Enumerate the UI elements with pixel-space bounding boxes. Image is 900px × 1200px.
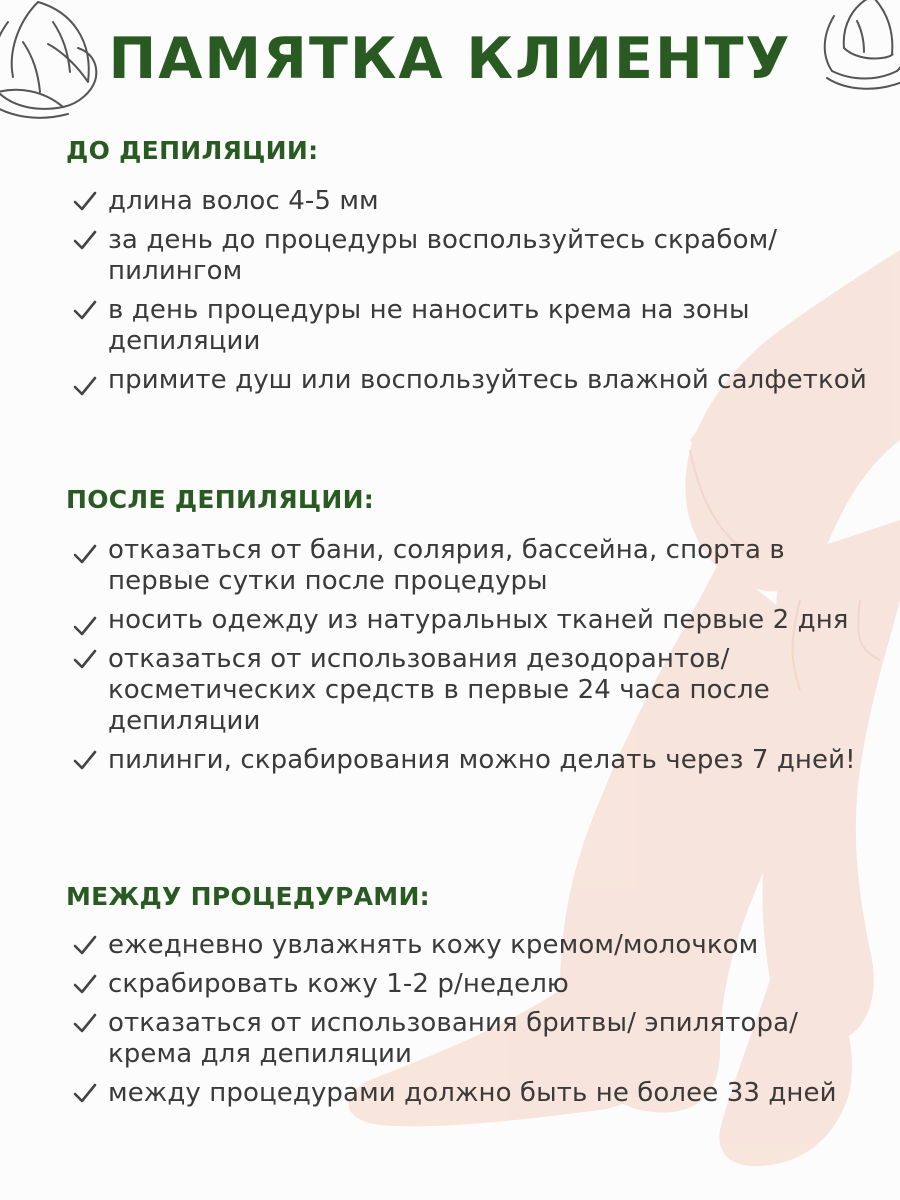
list-item-text: отказаться от бани, солярия, бассейна, спорта в первые сутки после процедуры xyxy=(108,535,785,596)
list-item xyxy=(66,1078,886,1109)
checkmark-icon xyxy=(72,229,98,251)
checkmark-icon xyxy=(72,375,98,397)
checkmark-icon xyxy=(72,615,98,637)
list-item-text: пилинги, скрабирования можно делать через 7 дней! xyxy=(108,745,856,775)
list-item-text: ежедневно увлажнять кожу кремом/молочком xyxy=(108,930,759,960)
list-item-text: отказаться от использования бритвы/ эпилятора/ крема для депиляции xyxy=(108,1008,798,1069)
list-item-text: примите душ или воспользуйтесь влажной салфеткой xyxy=(108,365,867,395)
checkmark-icon xyxy=(72,749,98,771)
list-item-text: длина волос 4-5 мм xyxy=(108,186,379,216)
section-between-procedures xyxy=(66,880,886,1117)
list-item xyxy=(66,969,886,1000)
checklist xyxy=(66,930,886,1109)
list-item xyxy=(66,186,886,217)
list-item xyxy=(66,365,886,396)
checkmark-icon xyxy=(72,973,98,995)
section-heading: ПОСЛЕ ДЕПИЛЯЦИИ: xyxy=(66,485,375,514)
section-heading: ДО ДЕПИЛЯЦИИ: xyxy=(66,136,319,165)
list-item xyxy=(66,745,886,776)
checkmark-icon xyxy=(72,934,98,956)
checkmark-icon xyxy=(72,1012,98,1034)
checkmark-icon xyxy=(72,190,98,212)
checklist xyxy=(66,535,886,776)
list-item xyxy=(66,1008,886,1070)
list-item xyxy=(66,535,886,597)
section-heading: МЕЖДУ ПРОЦЕДУРАМИ: xyxy=(66,882,430,911)
list-item-text: скрабировать кожу 1-2 р/неделю xyxy=(108,969,569,999)
section-before-depilation xyxy=(66,134,886,404)
section-after-depilation xyxy=(66,483,886,784)
list-item-text: в день процедуры не наносить крема на зоны депиляции xyxy=(108,295,750,356)
list-item xyxy=(66,225,886,287)
list-item xyxy=(66,930,886,961)
list-item xyxy=(66,644,886,737)
list-item-text: носить одежду из натуральных тканей первые 2 дня xyxy=(108,605,849,635)
checkmark-icon xyxy=(72,299,98,321)
list-item-text: за день до процедуры воспользуйтесь скрабом/ пилингом xyxy=(108,225,778,286)
list-item xyxy=(66,295,886,357)
checkmark-icon xyxy=(72,648,98,670)
checkmark-icon xyxy=(72,543,98,565)
page-title: ПАМЯТКА КЛИЕНТУ xyxy=(108,26,792,92)
checklist xyxy=(66,186,886,396)
list-item xyxy=(66,605,886,636)
list-item-text: отказаться от использования дезодорантов/косметических средств в первые 24 часа после депиляции xyxy=(108,644,770,736)
checkmark-icon xyxy=(72,1082,98,1104)
list-item-text: между процедурами должно быть не более 33 дней xyxy=(108,1078,837,1108)
